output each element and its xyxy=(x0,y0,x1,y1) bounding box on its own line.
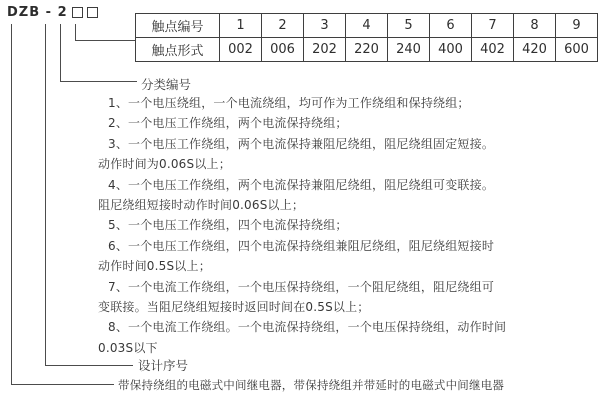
classification-item-line: 4、一个电压工作绕组，两个电流保持兼阻尼绕组，阻尼绕组可变联接。 xyxy=(108,177,495,192)
contact-form-cell: 420 xyxy=(514,38,556,62)
model-code-prefix: DZB - 2 xyxy=(7,5,68,20)
contact-form-cell: 400 xyxy=(430,38,472,62)
contact-form-cell: 202 xyxy=(304,38,346,62)
classification-item-line: 3、一个电压工作绕组，两个电流保持兼阻尼绕组，阻尼绕组固定短接。 xyxy=(108,136,495,151)
classification-item-line: 变联接。当阻尼绕组短接时返回时间在0.5S以上； xyxy=(98,299,370,314)
contact-number-cell: 4 xyxy=(346,14,388,38)
contact-number-cell: 1 xyxy=(220,14,262,38)
classification-item-line: 7、一个电流工作绕组，一个电压保持绕组，一个阻尼绕组，阻尼绕组可 xyxy=(108,279,495,294)
contact-number-cell: 9 xyxy=(556,14,598,38)
classification-item-line: 6、一个电压工作绕组，四个电流保持绕组兼阻尼绕组，阻尼绕组短接时 xyxy=(108,238,495,253)
classification-item-line: 8、一个电流工作绕组。一个电流保持绕组，一个电压保持绕组，动作时间 xyxy=(108,320,507,335)
leader-line-contact-table xyxy=(75,24,136,41)
contact-form-cell: 240 xyxy=(388,38,430,62)
contact-number-cell: 5 xyxy=(388,14,430,38)
classification-item-line: 5、一个电压工作绕组，四个电流保持绕组； xyxy=(108,218,348,233)
contact-form-cell: 402 xyxy=(472,38,514,62)
model-digit-box xyxy=(87,7,98,18)
contact-number-cell: 2 xyxy=(262,14,304,38)
design-number-label: 设计序号 xyxy=(138,358,189,373)
classification-item-line: 2、一个电压工作绕组，两个电流保持绕组； xyxy=(108,116,348,131)
contact-form-row xyxy=(136,38,598,62)
classification-item-line: 1、一个电压绕组，一个电流绕组，均可作为工作绕组和保持绕组； xyxy=(108,96,470,110)
classification-heading: 分类编号 xyxy=(141,77,192,92)
contact-form-cell: 220 xyxy=(346,38,388,62)
contact-form-label: 触点形式 xyxy=(136,38,220,62)
contact-number-label: 触点编号 xyxy=(136,14,220,38)
classification-item-line: 0.03S以下 xyxy=(98,340,158,355)
contact-form-cell: 006 xyxy=(262,38,304,62)
contact-form-cell: 002 xyxy=(220,38,262,62)
classification-item-line: 动作时间0.5S以上； xyxy=(98,259,211,274)
relay-type-description: 带保持绕组的电磁式中间继电器，带保持绕组并带延时的电磁式中间继电器 xyxy=(118,378,505,392)
model-code xyxy=(7,5,98,20)
contact-number-row xyxy=(136,14,598,38)
classification-item-line: 阻尼绕组短接时动作时间0.06S以上； xyxy=(98,197,305,212)
contact-number-cell: 6 xyxy=(430,14,472,38)
classification-list xyxy=(98,93,598,358)
model-digit-box xyxy=(72,7,83,18)
contact-form-cell: 600 xyxy=(556,38,598,62)
contact-number-cell: 8 xyxy=(514,14,556,38)
contact-number-cell: 3 xyxy=(304,14,346,38)
classification-item-line: 动作时间为0.06S以上； xyxy=(98,157,231,172)
contact-number-cell: 7 xyxy=(472,14,514,38)
contact-table xyxy=(135,13,598,62)
